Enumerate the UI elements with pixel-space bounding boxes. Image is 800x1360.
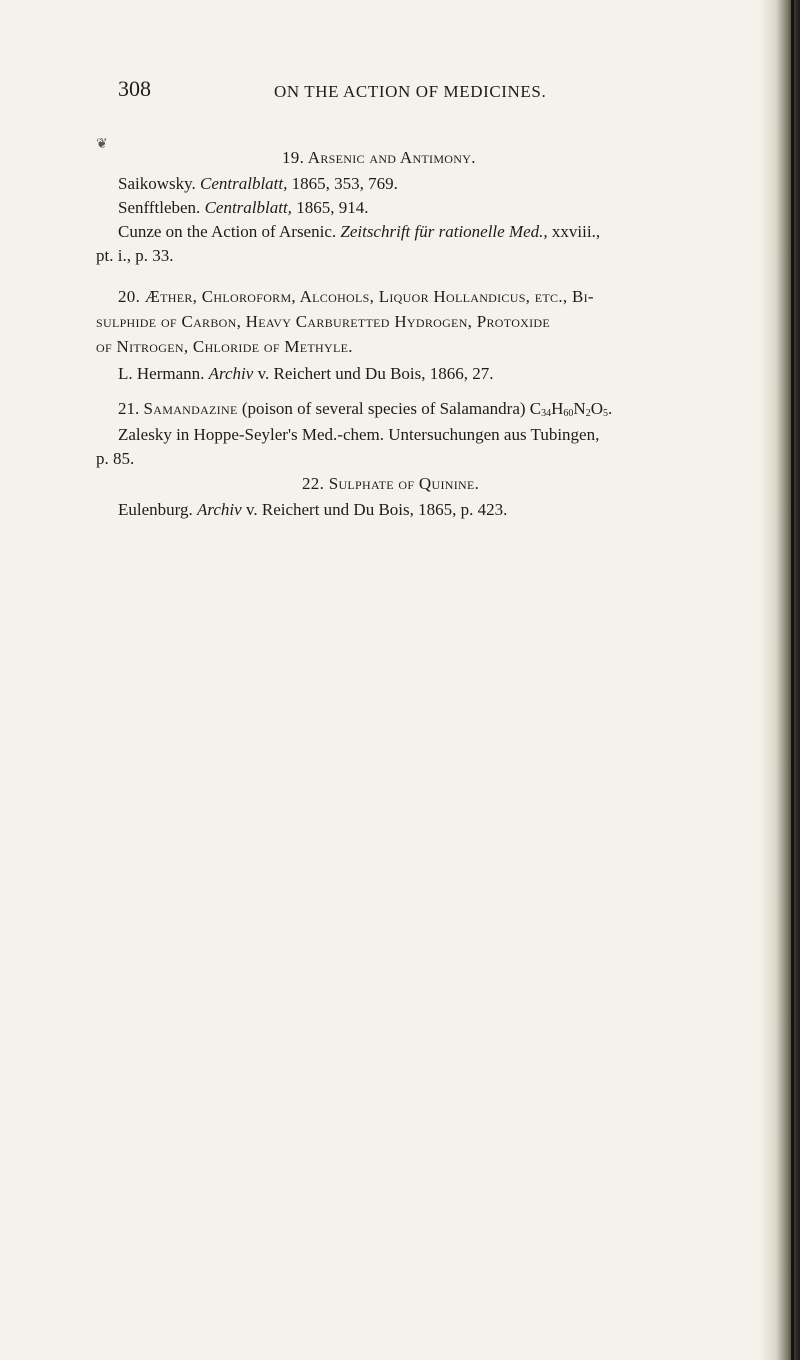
entry-senfftleben [118,198,368,218]
entry-author: Senfftleben. [118,198,201,217]
page-edge-line [791,0,794,1360]
entry-zalesky: Zalesky in Hoppe-Seyler's Med.-chem. Untersuchungen aus Tubingen, [118,425,600,444]
section-22-heading: 22. Sulphate of Quinine. [302,474,480,493]
entry-cunze [118,222,600,242]
page-binding-shadow [760,0,800,1360]
entry-journal: Centralblatt, [204,198,292,217]
entry-journal: Zeitschrift für rationelle Med., [340,222,548,241]
entry-reference: 1865, 914. [296,198,369,217]
section-20-heading-line-1: 20. Æther, Chloroform, Alcohols, Liquor Hollandicus, etc., Bi- [118,287,594,306]
running-head [118,76,758,106]
entry-hermann [118,364,494,384]
entry-zalesky-continued: p. 85. [96,449,135,468]
section-20-heading-line-3: of Nitrogen, Chloride of Methyle. [96,337,353,356]
entry-reference: 1865, 353, 769. [291,174,398,193]
section-21-heading [118,399,612,419]
entry-author: Saikowsky. [118,174,196,193]
entry-reference: v. Reichert und Du Bois, 1865, p. 423. [245,500,508,519]
page-title: ON THE ACTION OF MEDICINES. [274,82,547,101]
section-20-heading-line-2: sulphide of Carbon, Heavy Carburetted Hydrogen, Protoxide [96,312,551,331]
section-19-heading: 19. Arsenic and Antimony. [282,148,476,167]
entry-journal: Archiv [208,364,254,383]
ornament-icon: ❦ [96,137,108,152]
page-number: 308 [118,76,151,101]
substance-description: (poison of several species of Salamandra) [241,399,526,418]
entry-author: Eulenburg. [118,500,193,519]
entry-saikowsky [118,174,398,194]
entry-author: Cunze on the Action of Arsenic. [118,222,337,241]
entry-author: L. Hermann. [118,364,205,383]
entry-journal: Centralblatt, [200,174,288,193]
entry-reference: v. Reichert und Du Bois, 1866, 27. [257,364,494,383]
entry-cunze-continued: pt. i., p. 33. [96,246,174,265]
entry-journal: Archiv [197,500,242,519]
entry-reference: xxviii., [551,222,601,241]
chemical-formula: $C_{34}H_{60}N_2O_5$. [529,399,613,419]
section-number: 21. [118,399,140,418]
entry-eulenburg [118,500,507,520]
substance-name: Samandazine [143,399,238,418]
